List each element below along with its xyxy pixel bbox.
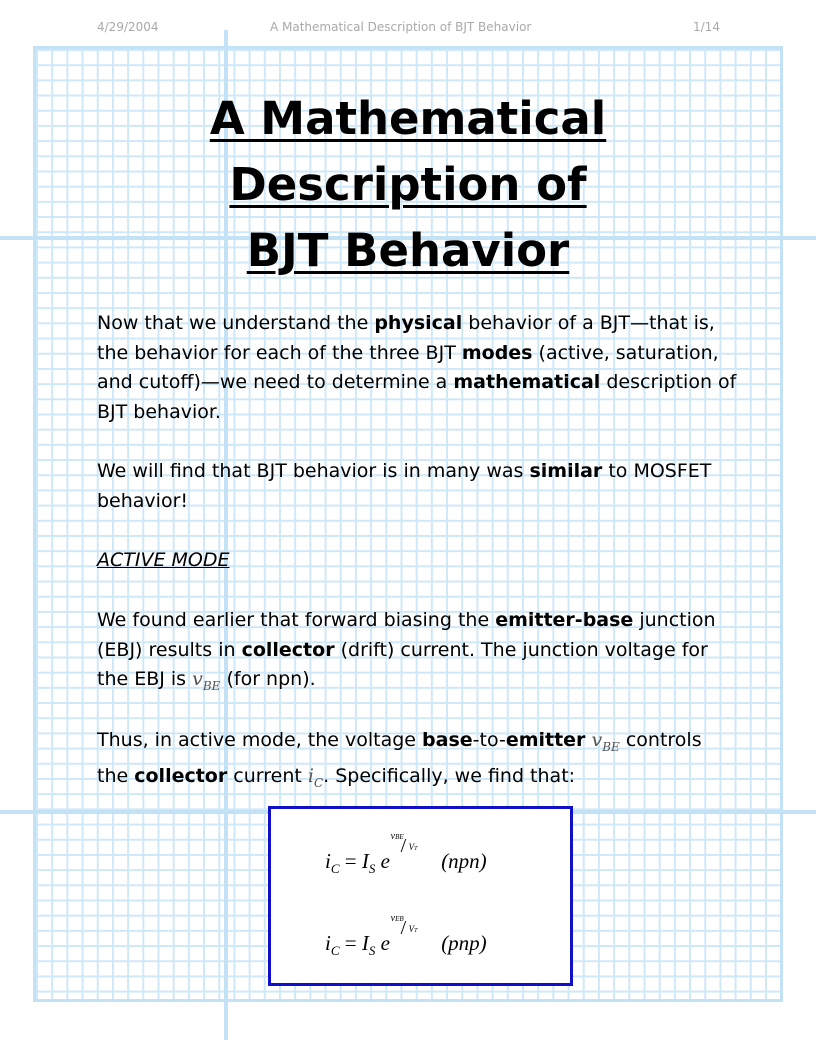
text: Now that we understand the	[97, 312, 375, 334]
section-heading-text: ACTIVE MODE	[97, 549, 230, 571]
text: controls the	[97, 729, 702, 788]
bold-term: base	[422, 729, 473, 751]
bold-term: collector	[241, 638, 335, 661]
bold-term: collector	[134, 765, 228, 788]
page-title	[120, 86, 696, 284]
text: Thus, in active mode, the voltage	[97, 729, 423, 751]
text: (for npn).	[220, 668, 316, 690]
variable-ic: $i_C$	[307, 765, 324, 791]
variable-vbe: $v_{BE}$	[585, 729, 620, 754]
text: behavior of a BJT—that is, the behavior for each of the three BJT	[97, 312, 715, 364]
text: junction (EBJ) results in	[97, 609, 716, 661]
equation-pnp: $i_C = I_S$ e vEB / VT (pnp)	[325, 913, 487, 958]
text: -to-	[472, 729, 506, 751]
intro-paragraph	[97, 309, 737, 427]
bold-term: emitter	[505, 729, 586, 751]
title-line-2: Description of	[229, 158, 587, 211]
text: We found earlier that forward biasing the	[97, 609, 496, 631]
bold-term: emitter-base	[495, 609, 634, 631]
bold-term: mathematical	[453, 371, 601, 393]
equation-type-npn: (npn)	[441, 849, 487, 873]
section-heading	[97, 546, 737, 576]
bold-term: similar	[529, 460, 603, 482]
active-mode-paragraph	[97, 726, 737, 799]
bold-term: modes	[461, 341, 533, 364]
similarity-paragraph	[97, 457, 737, 516]
text: description of BJT behavior.	[97, 371, 737, 423]
variable-vbe: $v_{BE}$	[192, 668, 221, 693]
text: We will find that BJT behavior is in many was	[97, 460, 530, 482]
text: current	[227, 765, 308, 788]
bold-term: physical	[374, 312, 463, 334]
text: (drift) current. The junction voltage for the EBJ is	[97, 638, 708, 690]
title-line-3: BJT Behavior	[246, 224, 570, 277]
equation-npn: $i_C = I_S$ e vBE / VT (npn)	[325, 831, 487, 876]
header-title: A Mathematical Description of BJT Behavior	[270, 20, 532, 34]
header-date: 4/29/2004	[97, 20, 159, 34]
text: (active, saturation, and cutoff)—we need to determine a	[97, 341, 719, 393]
exponential-npn: e vBE / VT	[380, 831, 418, 873]
header-page-number: 1/14	[693, 20, 720, 34]
equation-type-pnp: (pnp)	[441, 931, 487, 955]
text: to MOSFET behavior!	[97, 460, 712, 512]
exponential-pnp: e vEB / VT	[380, 913, 418, 955]
equation-box	[268, 806, 573, 986]
title-line-1: A Mathematical	[209, 92, 607, 145]
text: . Specifically, we find that:	[323, 765, 576, 788]
ebj-paragraph	[97, 606, 737, 701]
